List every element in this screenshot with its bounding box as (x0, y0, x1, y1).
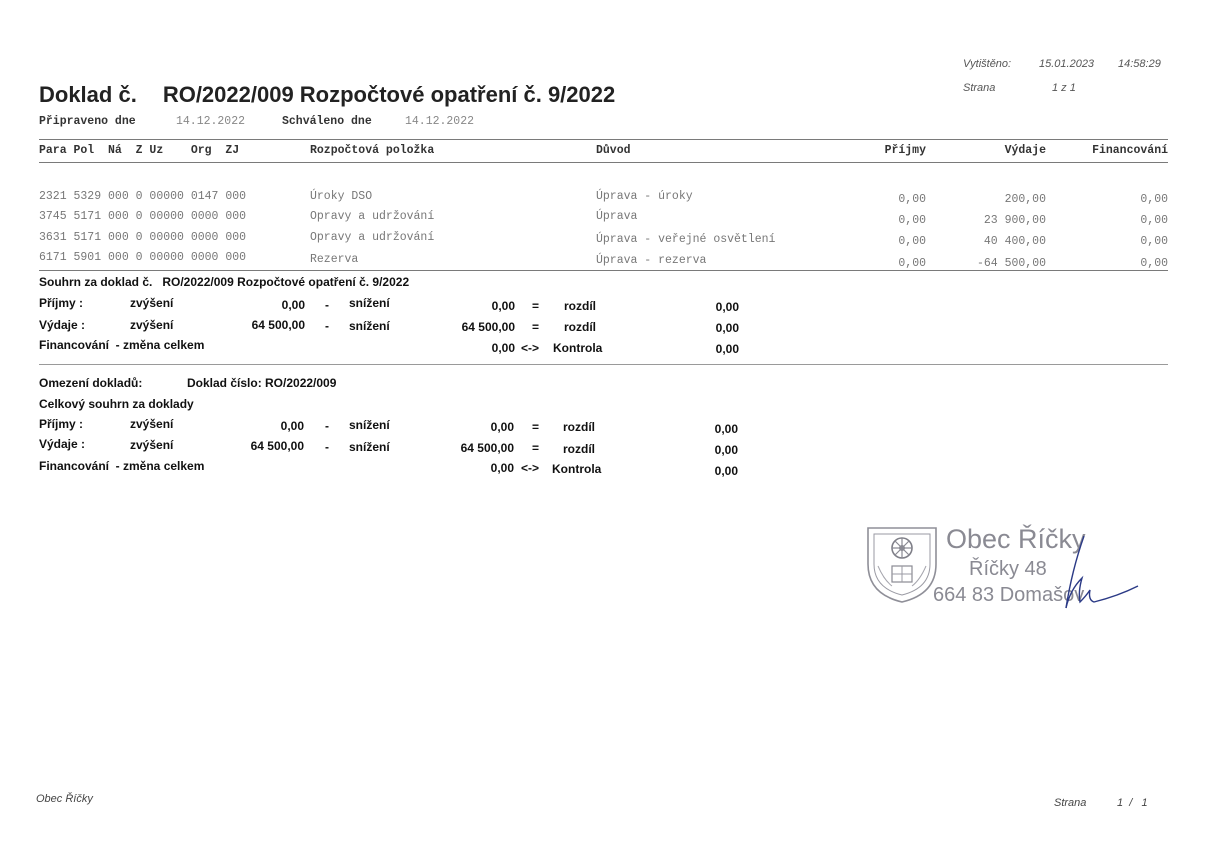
row-item: Opravy a udržování (310, 210, 435, 223)
page-value-top: 1 z 1 (1052, 82, 1076, 94)
summary-income-eq: = (532, 299, 540, 313)
row-item: Úroky DSO (310, 190, 373, 203)
row-reason: Úprava - veřejné osvětlení (596, 233, 776, 246)
limits-doc: Doklad číslo: RO/2022/009 (187, 376, 337, 390)
summary-financing-label: Financování - změna celkem (39, 338, 205, 352)
row-financing: 0,00 (1140, 214, 1168, 227)
signature-mark (1022, 530, 1152, 625)
title-prefix: Doklad č. (39, 82, 137, 107)
coat-of-arms-icon (862, 520, 942, 606)
rows-bottom-rule (39, 270, 1168, 271)
stamp-line-1: Obec Říčky (946, 524, 1086, 554)
summary-income-inc-label: zvýšení (130, 296, 174, 310)
prepared-date: 14.12.2022 (176, 115, 246, 128)
row-codes: 3745 5171 000 0 00000 0000 000 (39, 210, 247, 223)
row-item: Opravy a udržování (310, 231, 435, 244)
municipal-stamp (862, 520, 1162, 630)
header-top-rule (39, 139, 1168, 140)
summary-expense-diff-label: rozdíl (564, 320, 596, 334)
total-income-dash: - (325, 419, 329, 433)
prepared-label: Připraveno dne (39, 115, 136, 128)
total-financing-check-label: Kontrola (552, 462, 602, 476)
summary-expense-diff: 0,00 (715, 321, 739, 335)
stamp-line-3: 664 83 Domašov (933, 584, 1085, 606)
summary-income-dec-label: snížení (349, 296, 390, 310)
footer-left: Obec Říčky (36, 793, 93, 805)
row-item: Rezerva (310, 253, 359, 266)
document-title (39, 82, 615, 108)
col-expense: Výdaje (1004, 144, 1046, 157)
total-heading: Celkový souhrn za doklady (39, 397, 194, 411)
summary-income-dec: 0,00 (491, 299, 515, 313)
total-expense-label: Výdaje : (39, 437, 86, 451)
total-expense-diff: 0,00 (714, 443, 738, 457)
row-income: 0,00 (898, 193, 926, 206)
summary-income-dash: - (325, 298, 329, 312)
col-financing: Financování (1092, 144, 1168, 157)
row-financing: 0,00 (1140, 193, 1168, 206)
row-financing: 0,00 (1140, 235, 1168, 248)
summary-income-diff: 0,00 (715, 300, 739, 314)
approved-label: Schváleno dne (282, 115, 372, 128)
total-expense-dec: 64 500,00 (460, 441, 514, 455)
row-reason: Úprava - rezerva (596, 254, 707, 267)
summary-financing-arrow: <-> (521, 341, 540, 355)
approved-date: 14.12.2022 (405, 115, 475, 128)
row-income: 0,00 (898, 235, 926, 248)
summary-heading: Souhrn za doklad č. RO/2022/009 Rozpočtové opatření č. 9/2022 (39, 275, 410, 289)
total-financing-label: Financování - změna celkem (39, 459, 205, 473)
summary-expense-eq: = (532, 320, 540, 334)
title-text: RO/2022/009 Rozpočtové opatření č. 9/2022 (162, 82, 616, 107)
summary-expense-dec: 64 500,00 (461, 320, 515, 334)
row-expense: 40 400,00 (983, 235, 1046, 248)
summary-financing-check-label: Kontrola (553, 341, 603, 355)
total-financing-value: 0,00 (490, 461, 514, 475)
limits-label: Omezení dokladů: (39, 376, 143, 390)
total-expense-inc-label: zvýšení (130, 438, 174, 452)
row-codes: 6171 5901 000 0 00000 0000 000 (39, 251, 247, 264)
header-bottom-rule (39, 162, 1168, 163)
summary-expense-dec-label: snížení (349, 319, 390, 333)
total-income-diff-label: rozdíl (563, 420, 595, 434)
summary-expense-inc: 64 500,00 (251, 318, 305, 332)
col-item: Rozpočtová položka (310, 144, 435, 157)
row-expense: -64 500,00 (976, 257, 1046, 270)
printed-label: Vytištěno: (963, 58, 1012, 70)
total-financing-check: 0,00 (714, 464, 738, 478)
summary-income-diff-label: rozdíl (564, 299, 596, 313)
total-income-dec: 0,00 (490, 420, 514, 434)
printed-time: 14:58:29 (1118, 58, 1161, 70)
total-expense-dash: - (325, 440, 329, 454)
summary-financing-value: 0,00 (491, 341, 515, 355)
col-income: Příjmy (884, 144, 926, 157)
summary-financing-check: 0,00 (715, 342, 739, 356)
stamp-line-2: Říčky 48 (969, 558, 1047, 580)
summary-expense-label: Výdaje : (39, 318, 86, 332)
total-expense-inc: 64 500,00 (250, 439, 304, 453)
row-income: 0,00 (898, 257, 926, 270)
footer-page-label: Strana (1054, 797, 1087, 809)
row-reason: Úprava (596, 210, 638, 223)
summary-bottom-rule (39, 364, 1168, 365)
col-reason: Důvod (596, 144, 631, 157)
summary-income-inc: 0,00 (281, 298, 305, 312)
summary-expense-inc-label: zvýšení (130, 318, 174, 332)
total-income-inc: 0,00 (280, 419, 304, 433)
total-expense-dec-label: snížení (349, 440, 390, 454)
row-reason: Úprava - úroky (596, 190, 693, 203)
total-income-eq: = (532, 420, 540, 434)
row-financing: 0,00 (1140, 257, 1168, 270)
row-income: 0,00 (898, 214, 926, 227)
summary-income-label: Příjmy : (39, 296, 84, 310)
row-codes: 3631 5171 000 0 00000 0000 000 (39, 231, 247, 244)
total-financing-arrow: <-> (521, 461, 540, 475)
total-expense-diff-label: rozdíl (563, 442, 595, 456)
summary-expense-dash: - (325, 319, 329, 333)
row-codes: 2321 5329 000 0 00000 0147 000 (39, 190, 247, 203)
total-income-inc-label: zvýšení (130, 417, 174, 431)
page-label-top: Strana (963, 82, 996, 94)
total-income-dec-label: snížení (349, 418, 390, 432)
row-expense: 200,00 (1004, 193, 1046, 206)
printed-date: 15.01.2023 (1039, 58, 1095, 70)
total-income-label: Příjmy : (39, 417, 84, 431)
total-income-diff: 0,00 (714, 422, 738, 436)
footer-page-value: 1 / 1 (1117, 797, 1148, 809)
col-codes: Para Pol Ná Z Uz Org ZJ (39, 144, 240, 157)
total-expense-eq: = (532, 441, 540, 455)
row-expense: 23 900,00 (983, 214, 1046, 227)
